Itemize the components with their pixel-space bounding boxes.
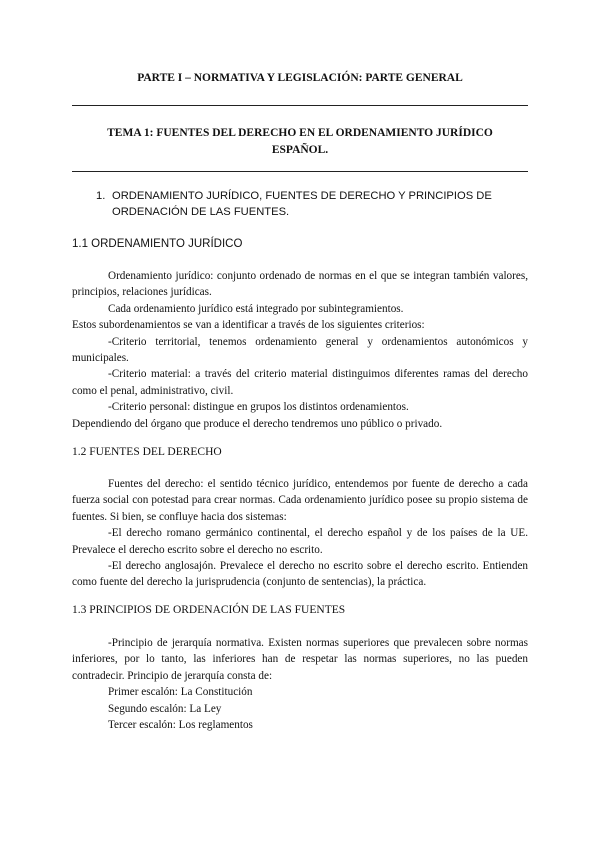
part-title: PARTE I – NORMATIVA Y LEGISLACIÓN: PARTE GENERAL — [137, 72, 463, 84]
paragraph: -Criterio personal: distingue en grupos los distintos ordenamientos. — [108, 401, 409, 414]
outline-text: ORDENAMIENTO JURÍDICO, FUENTES DE DERECHO Y PRINCIPIOS DE ORDENACIÓN DE LAS FUENTES. — [112, 190, 492, 218]
paragraph: -Principio de jerarquía normativa. Existen normas superiores que prevalecen sobre normas inferiores, por lo tanto, las inferiores han de respetar las normas superiores, no las pueden contradecir. Principio de jerarquía consta de: — [72, 637, 528, 682]
section-heading-1-3: 1.3 PRINCIPIOS DE ORDENACIÓN DE LAS FUENTES — [72, 604, 346, 616]
paragraph: -El derecho anglosajón. Prevalece el derecho no escrito sobre el derecho escrito. Entienden como fuente del derecho la jurisprudencia (conjunto de sentencias), la práctica. — [72, 560, 528, 589]
outline-number: 1. — [96, 190, 106, 202]
list-item: Primer escalón: La Constitución — [108, 686, 253, 699]
bottom-divider — [72, 171, 528, 172]
paragraph: -Criterio territorial, tenemos ordenamiento general y ordenamientos autonómicos y municipales. — [72, 335, 528, 365]
top-divider — [72, 105, 528, 106]
paragraph: -El derecho romano germánico continental, el derecho español y de los países de la UE. Prevalece el derecho escrito sobre el derecho no escrito. — [72, 527, 528, 556]
paragraph: -Criterio material: a través del criterio material distinguimos diferentes ramas del derecho como el penal, administrativo, civil. — [72, 368, 528, 397]
list-item: Segundo escalón: La Ley — [108, 702, 222, 715]
paragraph: Ordenamiento jurídico: conjunto ordenado de normas en el que se integran también valores, principios, relaciones jurídicas. — [72, 270, 528, 299]
paragraph: Estos subordenamientos se van a identificar a través de los siguientes criterios: — [72, 319, 425, 332]
section-body-1-3 — [72, 635, 528, 733]
section-body-1-2 — [72, 476, 528, 591]
paragraph: Dependiendo del órgano que produce el derecho tendremos uno público o privado. — [72, 417, 443, 430]
list-item: Tercer escalón: Los reglamentos — [108, 719, 253, 732]
section-heading-1-1: 1.1 ORDENAMIENTO JURÍDICO — [72, 238, 243, 250]
paragraph: Cada ordenamiento jurídico está integrado por subintegramientos. — [108, 302, 404, 315]
section-heading-1-2: 1.2 FUENTES DEL DERECHO — [72, 446, 222, 458]
tema-title: TEMA 1: FUENTES DEL DERECHO EN EL ORDENAMIENTO JURÍDICO ESPAÑOL. — [107, 127, 493, 156]
outline-item — [96, 188, 516, 220]
paragraph: Fuentes del derecho: el sentido técnico jurídico, entendemos por fuente de derecho a cada fuerza social con potestad para crear normas. Cada ordenamiento jurídico posee su propio sistema de fuentes. Si bien, se confluye hacia dos sistemas: — [72, 478, 528, 523]
section-body-1-1 — [72, 268, 528, 432]
